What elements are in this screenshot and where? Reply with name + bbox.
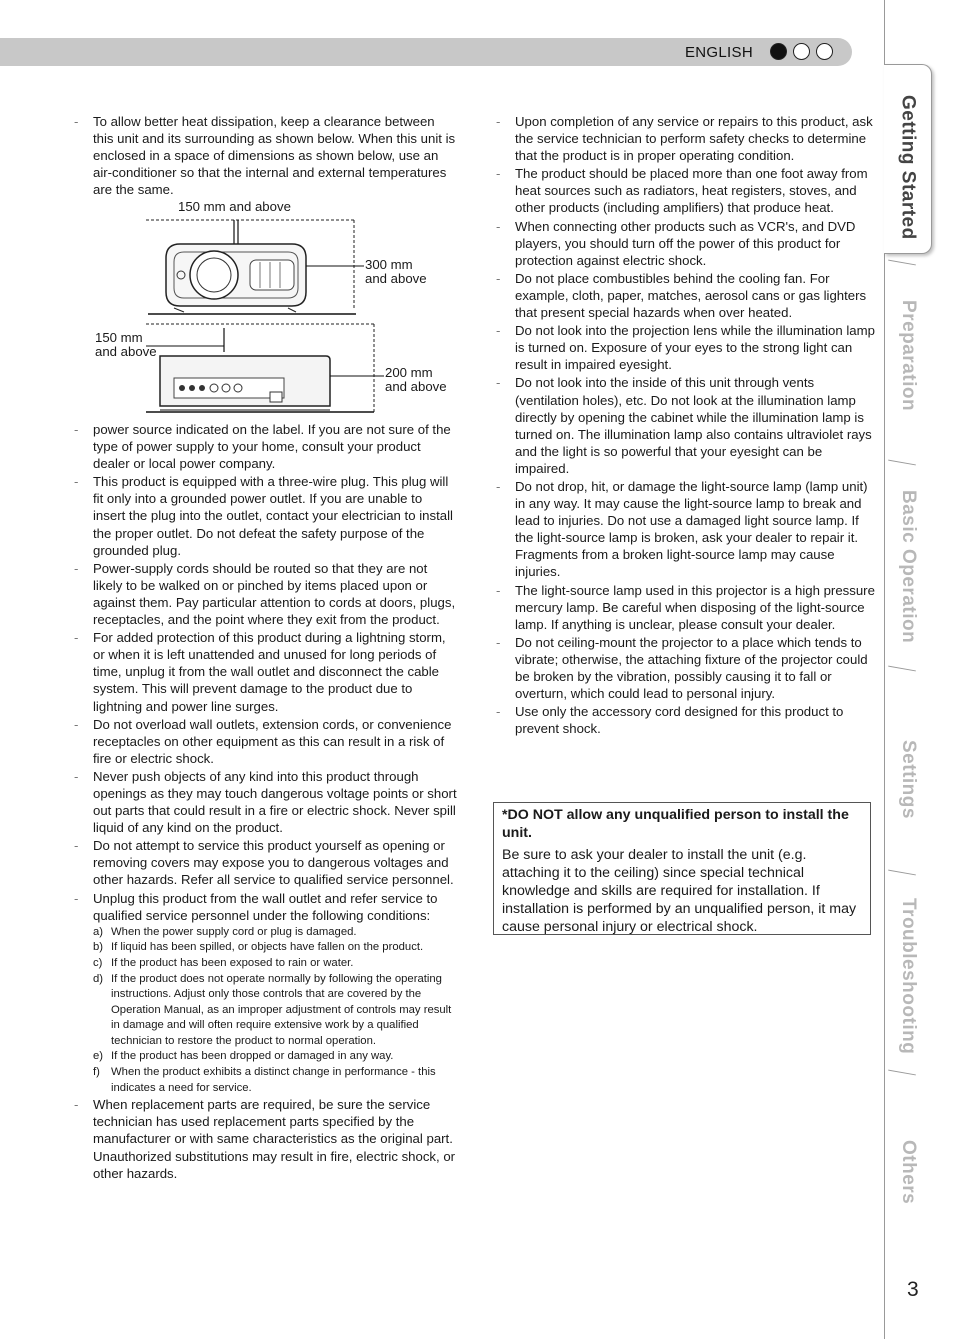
condition-item: b) If liquid has been spilled, or objects have fallen on the product. <box>93 941 424 954</box>
tab-basic-operation[interactable]: Basic Operation <box>898 490 919 644</box>
list-item: - Unplug this product from the wall outlet and refer service to qualified service personnel under the following conditions: <box>74 890 438 923</box>
list-item: - Do not look into the inside of this unit through vents (ventilation holes), etc. Do not look at the illumination lamp directly by opening the cabinet while the illumination lamp is turned on. The illumination lamp also contains ultraviolet rays and the light is so powerful that your eyesight can be impaired. <box>496 375 872 476</box>
tab-getting-started[interactable]: Getting Started <box>884 64 932 254</box>
list-item: - Do not look into the projection lens while the illumination lamp is turned on. Exposure of your eyes to the strong light can result in impaired eyesight. <box>496 323 875 373</box>
label-right-bottom-clearance: 200 mm and above <box>385 365 447 394</box>
label-top-clearance: 150 mm and above <box>178 199 291 214</box>
list-item: - When replacement parts are required, be sure the service technician has used replacement parts specified by the manufacturer or with same characteristics as the original part. Unauthorized substitutions may result in fire, electric shock, or other hazards. <box>74 1097 456 1181</box>
list-item: - Upon completion of any service or repairs to this product, ask the service technician to perform safety checks to determine that the product is in proper operating condition. <box>496 114 873 164</box>
right-column <box>496 113 878 738</box>
list-item: - To allow better heat dissipation, keep a clearance between this unit and its surrounding as shown below. When this unit is enclosed in a space of dimensions as shown below, use an air-conditioner so that the internal and external temperatures are the same. <box>74 114 456 198</box>
list-item: - Do not attempt to service this product yourself as opening or removing covers may expose you to dangerous voltages and other hazards. Refer all service to qualified service personnel. <box>74 838 454 888</box>
list-item: - Use only the accessory cord designed for this product to prevent shock. <box>496 704 844 737</box>
list-item: - When connecting other products such as VCR's, and DVD players, you should turn off the power of this product for protection against electric shock. <box>496 218 856 268</box>
list-item: - Power-supply cords should be routed so that they are not likely to be walked on or pinched by items placed upon or against them. Pay particular attention to cords at doors, plugs, receptacles, and the point where they exit from the product. <box>74 560 456 628</box>
tab-preparation[interactable]: Preparation <box>898 300 919 412</box>
condition-item: c) If the product has been exposed to rain or water. <box>93 956 354 969</box>
label-right-top-clearance: 300 mm and above <box>365 257 427 286</box>
list-item: - Do not overload wall outlets, extension cords, or convenience receptacles on other equipment as this can result in a risk of fire or electric shock. <box>74 716 452 766</box>
condition-item: a) When the power supply cord or plug is damaged. <box>93 925 357 938</box>
list-item: - This product is equipped with a three-wire plug. This plug will fit only into a grounded power outlet. If you are unable to insert the plug into the outlet, contact your electrician to install the proper outlet. Do not defeat the safety purpose of the grounded plug. <box>74 474 453 558</box>
side-tab-bar <box>884 0 954 1339</box>
notice-body: Be sure to ask your dealer to install the unit (e.g. attaching it to the ceiling) since special technical knowledge and skills are required for installation. If installation is performed by an unqualified person, it may cause personal injury or electrical shock. <box>502 847 857 935</box>
left-column-list <box>74 421 458 1183</box>
list-item: - Do not drop, hit, or damage the light-source lamp (lamp unit) in any way. It may cause the light-source lamp to break and lead to injuries. Do not use a damaged light source lamp. If the light-source lamp is broken, ask your dealer to repair it. Fragments from a broken light-source lamp may cause injuries. <box>496 478 868 580</box>
empty-dot-icon <box>816 43 833 60</box>
tab-troubleshooting[interactable]: Troubleshooting <box>898 898 919 1055</box>
installation-notice-box <box>493 802 871 935</box>
condition-item: d) If the product does not operate normally by following the operating instructions. Adjust only those controls that are covered by the Operation Manual, as an improper adjustment of controls may result in damage and will often require extensive work by a qualified technician to restore the product to normal operation. <box>93 972 452 1047</box>
dash-bullet: - <box>74 114 79 129</box>
list-item: - The product should be placed more than one foot away from heat sources such as radiators, heat registers, stoves, and other products (including amplifiers) that produce heat. <box>496 166 868 216</box>
list-item: - The light-source lamp used in this projector is a high pressure mercury lamp. Be careful when disposing of the light-source lamp. If anything is unclear, please consult your dealer. <box>496 582 875 632</box>
language-label: ENGLISH <box>685 44 753 61</box>
list-item: - power source indicated on the label. If you are not sure of the type of power supply to your home, consult your product dealer or local power company. <box>74 422 451 472</box>
condition-item: f) When the product exhibits a distinct change in performance - this indicates a need for service. <box>93 1066 436 1094</box>
page-dots <box>770 43 833 60</box>
notice-title: *DO NOT allow any unqualified person to install the unit. <box>502 807 849 841</box>
list-item: - Do not ceiling-mount the projector to a place which tends to vibrate; otherwise, the attaching fixture of the projector could be broken by the vibration, possibly causing it to fall or overturn, which could lead to personal injury. <box>496 634 868 702</box>
list-item: - Never push objects of any kind into this product through openings as they may touch dangerous voltage points or short out parts that could result in a fire or electric shock. Never spill liquid of any kind on the product. <box>74 768 457 836</box>
tab-others[interactable]: Others <box>898 1140 919 1205</box>
page-number: 3 <box>907 1278 919 1301</box>
list-item: - Do not place combustibles behind the cooling fan. For example, cloth, paper, matches, aerosol cans or gas lighters that present special hazards when over heated. <box>496 270 867 321</box>
empty-dot-icon <box>793 43 810 60</box>
filled-dot-icon <box>770 43 787 60</box>
list-item: - For added protection of this product during a lightning storm, or when it is left unattended and unused for long periods of time, unplug it from the wall outlet and disconnect the cable system. This will prevent damage to the product due to lightning and power line surges. <box>74 630 446 714</box>
tab-settings[interactable]: Settings <box>898 740 919 819</box>
label-left-clearance: 150 mm and above <box>95 330 157 359</box>
condition-item: e) If the product has been dropped or damaged in any way. <box>93 1050 394 1063</box>
